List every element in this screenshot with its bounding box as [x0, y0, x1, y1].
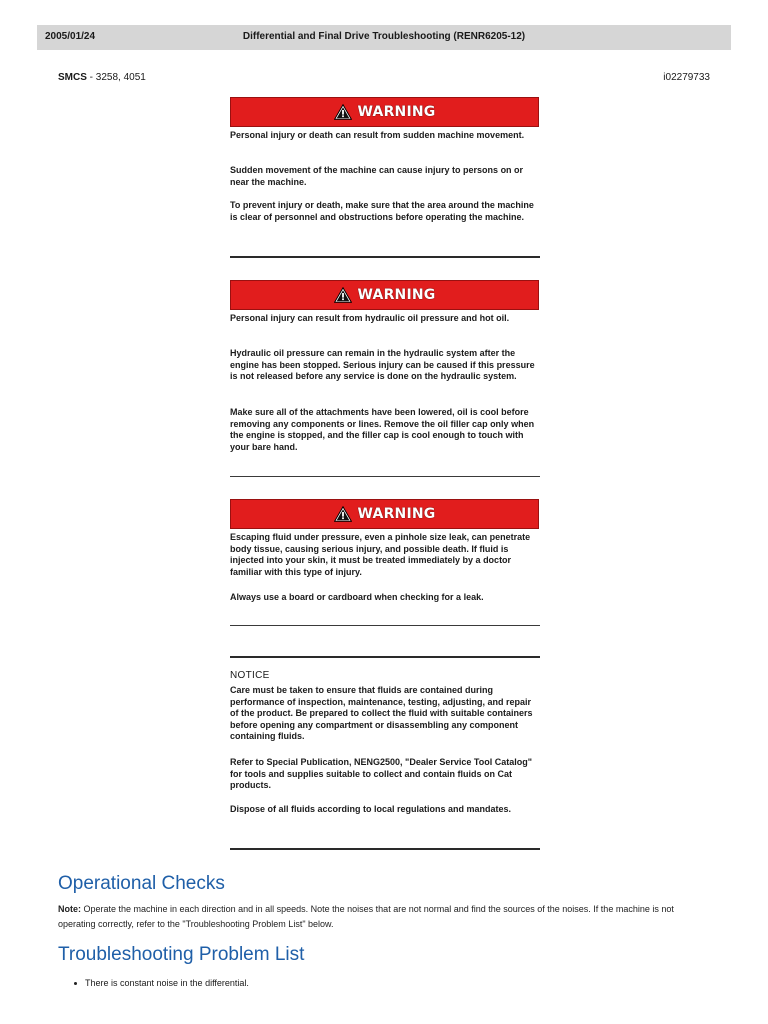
notice-block	[230, 670, 540, 683]
notice-paragraph-2: Refer to Special Publication, NENG2500, "Dealer Service Tool Catalog" for tools and supplies suitable to collect and contain fluids on Cat products.	[230, 757, 532, 790]
notice-paragraph-3: Dispose of all fluids according to local regulations and mandates.	[230, 804, 512, 814]
warning-1-paragraph-3: To prevent injury or death, make sure that the area around the machine is clear of personnel and obstructions before operating the machine.	[230, 200, 534, 222]
warning-banner	[230, 499, 539, 529]
warning-block-2	[230, 280, 540, 310]
warning-block-1	[230, 97, 540, 127]
notice-paragraph-1: Care must be taken to ensure that fluids are contained during performance of inspection, maintenance, testing, adjusting, and repair of the product. Be prepared to collect the fluid with suitable containers before opening any compartment or disassembling any component containing fluids.	[230, 685, 533, 741]
notice-top-rule	[230, 656, 540, 658]
smcs-codes	[58, 72, 146, 83]
warning-3-paragraph-2: Always use a board or cardboard when checking for a leak.	[230, 592, 484, 602]
divider	[230, 256, 540, 258]
warning-2-paragraph-2: Hydraulic oil pressure can remain in the hydraulic system after the engine has been stopped. Serious injury can be caused if this pressure is not released before any service is done on the hydraulic system.	[230, 348, 535, 381]
section-heading-troubleshooting: Troubleshooting Problem List	[58, 944, 305, 965]
header-bar	[37, 25, 731, 50]
warning-label: WARNING	[357, 287, 436, 303]
warning-label: WARNING	[357, 104, 436, 120]
list-item	[58, 978, 249, 988]
warning-2-paragraph-1: Personal injury can result from hydraulic oil pressure and hot oil.	[230, 313, 510, 323]
header-date: 2005/01/24	[45, 31, 96, 42]
smcs-label: SMCS	[58, 72, 87, 83]
warning-1-paragraph-2: Sudden movement of the machine can cause injury to persons on or near the machine.	[230, 165, 524, 187]
warning-triangle-icon	[334, 287, 352, 303]
list-item-text: There is constant noise in the differential.	[85, 978, 249, 988]
warning-triangle-icon	[334, 104, 352, 120]
operational-note	[58, 902, 698, 932]
notice-bottom-rule	[230, 848, 540, 850]
note-label: Note:	[58, 904, 81, 914]
warning-2-paragraph-3: Make sure all of the attachments have been lowered, oil is cool before removing any components or lines. Remove the oil filler cap only when the engine is stopped, and the filler cap is cool enough to touch with your bare hand.	[230, 407, 535, 452]
warning-3-paragraph-1: Escaping fluid under pressure, even a pinhole size leak, can penetrate body tissue, causing serious injury, and possible death. If fluid is injected into your skin, it must be treated immediately by a doctor familiar with this type of injury.	[230, 532, 531, 577]
document-id: i02279733	[663, 72, 710, 83]
warning-label: WARNING	[357, 506, 436, 522]
section-heading-operational-checks: Operational Checks	[58, 873, 225, 894]
warning-banner	[230, 280, 539, 310]
warning-1-paragraph-1: Personal injury or death can result from sudden machine movement.	[230, 130, 525, 140]
divider	[230, 625, 540, 626]
note-text: Operate the machine in each direction and in all speeds. Note the noises that are not normal and find the sources of the noises. If the machine is not operating correctly, refer to the "Troubleshooting Problem List" below.	[58, 904, 674, 929]
warning-triangle-icon	[334, 506, 352, 522]
problem-list	[58, 978, 249, 988]
bullet-icon	[74, 982, 77, 985]
warning-banner	[230, 97, 539, 127]
divider	[230, 476, 540, 477]
smcs-value: - 3258, 4051	[86, 72, 146, 83]
notice-title: NOTICE	[230, 670, 270, 681]
document-title: Differential and Final Drive Troubleshooting (RENR6205-12)	[242, 31, 526, 42]
warning-block-3	[230, 499, 540, 529]
